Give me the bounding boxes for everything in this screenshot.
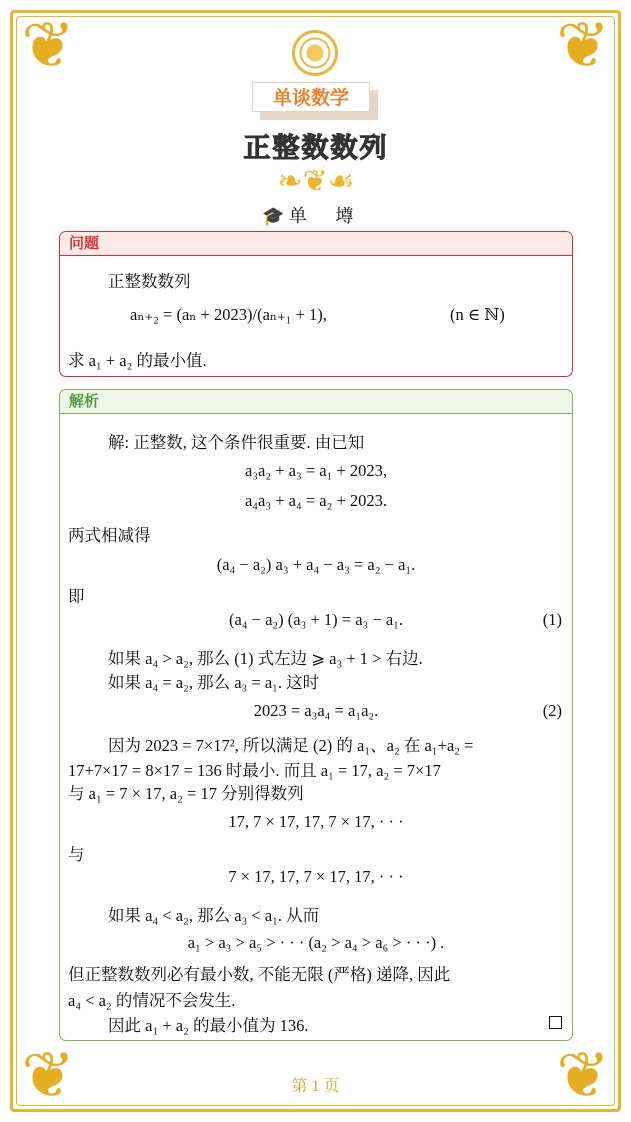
formula: aₙ₊₂ = (aₙ + 2023)/(aₙ₊₁ + 1), [130, 305, 327, 324]
text-line: 17+7×17 = 8×17 = 136 时最小. 而且 a₁ = 17, a₂ = 7×17 [68, 761, 441, 780]
equation: 2023 = a₃a₄ = a₁a₂. [253, 701, 379, 720]
text-line: 因为 2023 = 7×17², 所以满足 (2) 的 a₁、a₂ 在 a₁+a₂ = [108, 736, 474, 755]
text-line: 因此 a₁ + a₂ 的最小值为 136. [108, 1016, 309, 1035]
solution-heading: 解析 [60, 390, 572, 414]
text-line: 两式相减得 [68, 526, 151, 545]
text-line: 如果 a₄ = a₂, 那么 a₃ = a₁. 这时 [108, 673, 320, 692]
equation: a₄a₃ + a₄ = a₂ + 2023. [244, 491, 388, 510]
page-number: 第 1 页 [291, 1078, 340, 1095]
text-line: 与 a₁ = 7 × 17, a₂ = 17 分别得数列 [68, 784, 304, 803]
equation-number: (1) [542, 610, 562, 629]
corner-ornament-icon: ❦ [21, 1040, 75, 1111]
brand-label: 单谈数学 [252, 82, 370, 112]
text-line: a₄ < a₂ 的情况不会发生. [68, 991, 236, 1010]
text-line: 如果 a₄ < a₂, 那么 a₃ < a₁. 从而 [108, 906, 320, 925]
text-line: 求 a₁ + a₂ 的最小值. [68, 351, 207, 370]
text-line: 正整数数列 [108, 272, 191, 291]
seal-logo [292, 30, 338, 76]
corner-ornament-icon: ❦ [556, 10, 610, 81]
equation-number: (2) [542, 701, 562, 720]
problem-heading: 问题 [60, 232, 572, 256]
text-line: 与 [68, 845, 85, 864]
equation: (a₄ − a₂) a₃ + a₄ − a₃ = a₂ − a₁. [216, 555, 416, 574]
equation: 17, 7 × 17, 17, 7 × 17, · · · [228, 812, 404, 831]
corner-ornament-icon: ❦ [21, 10, 75, 81]
text-line: 但正整数数列必有最小数, 不能无限 (严格) 递降, 因此 [68, 965, 451, 984]
qed-icon [549, 1016, 562, 1029]
text-line: 解: 正整数, 这个条件很重要. 由已知 [108, 433, 365, 452]
equation: a₃a₂ + a₃ = a₁ + 2023, [244, 461, 388, 480]
corner-ornament-icon: ❦ [556, 1040, 610, 1111]
title-ornament-icon: ❧❦☙ [277, 165, 355, 198]
graduation-cap-icon: 🎓 [262, 206, 289, 226]
author: 🎓 单 墫 [262, 206, 366, 226]
text-line: 如果 a₄ > a₂, 那么 (1) 式左边 ⩾ a₃ + 1 > 右边. [108, 649, 423, 668]
text-line: 即 [68, 587, 85, 606]
problem-box [59, 231, 573, 377]
equation: a₁ > a₃ > a₅ > · · · (a₂ > a₄ > a₆ > · · ·) . [187, 933, 445, 952]
equation: 7 × 17, 17, 7 × 17, 17, · · · [228, 867, 404, 886]
equation: (a₄ − a₂) (a₃ + 1) = a₃ − a₁. [228, 610, 404, 629]
solution-box [59, 389, 573, 1041]
formula-condition: (n ∈ ℕ) [450, 305, 505, 324]
page-title: 正整数数列 [243, 133, 389, 163]
